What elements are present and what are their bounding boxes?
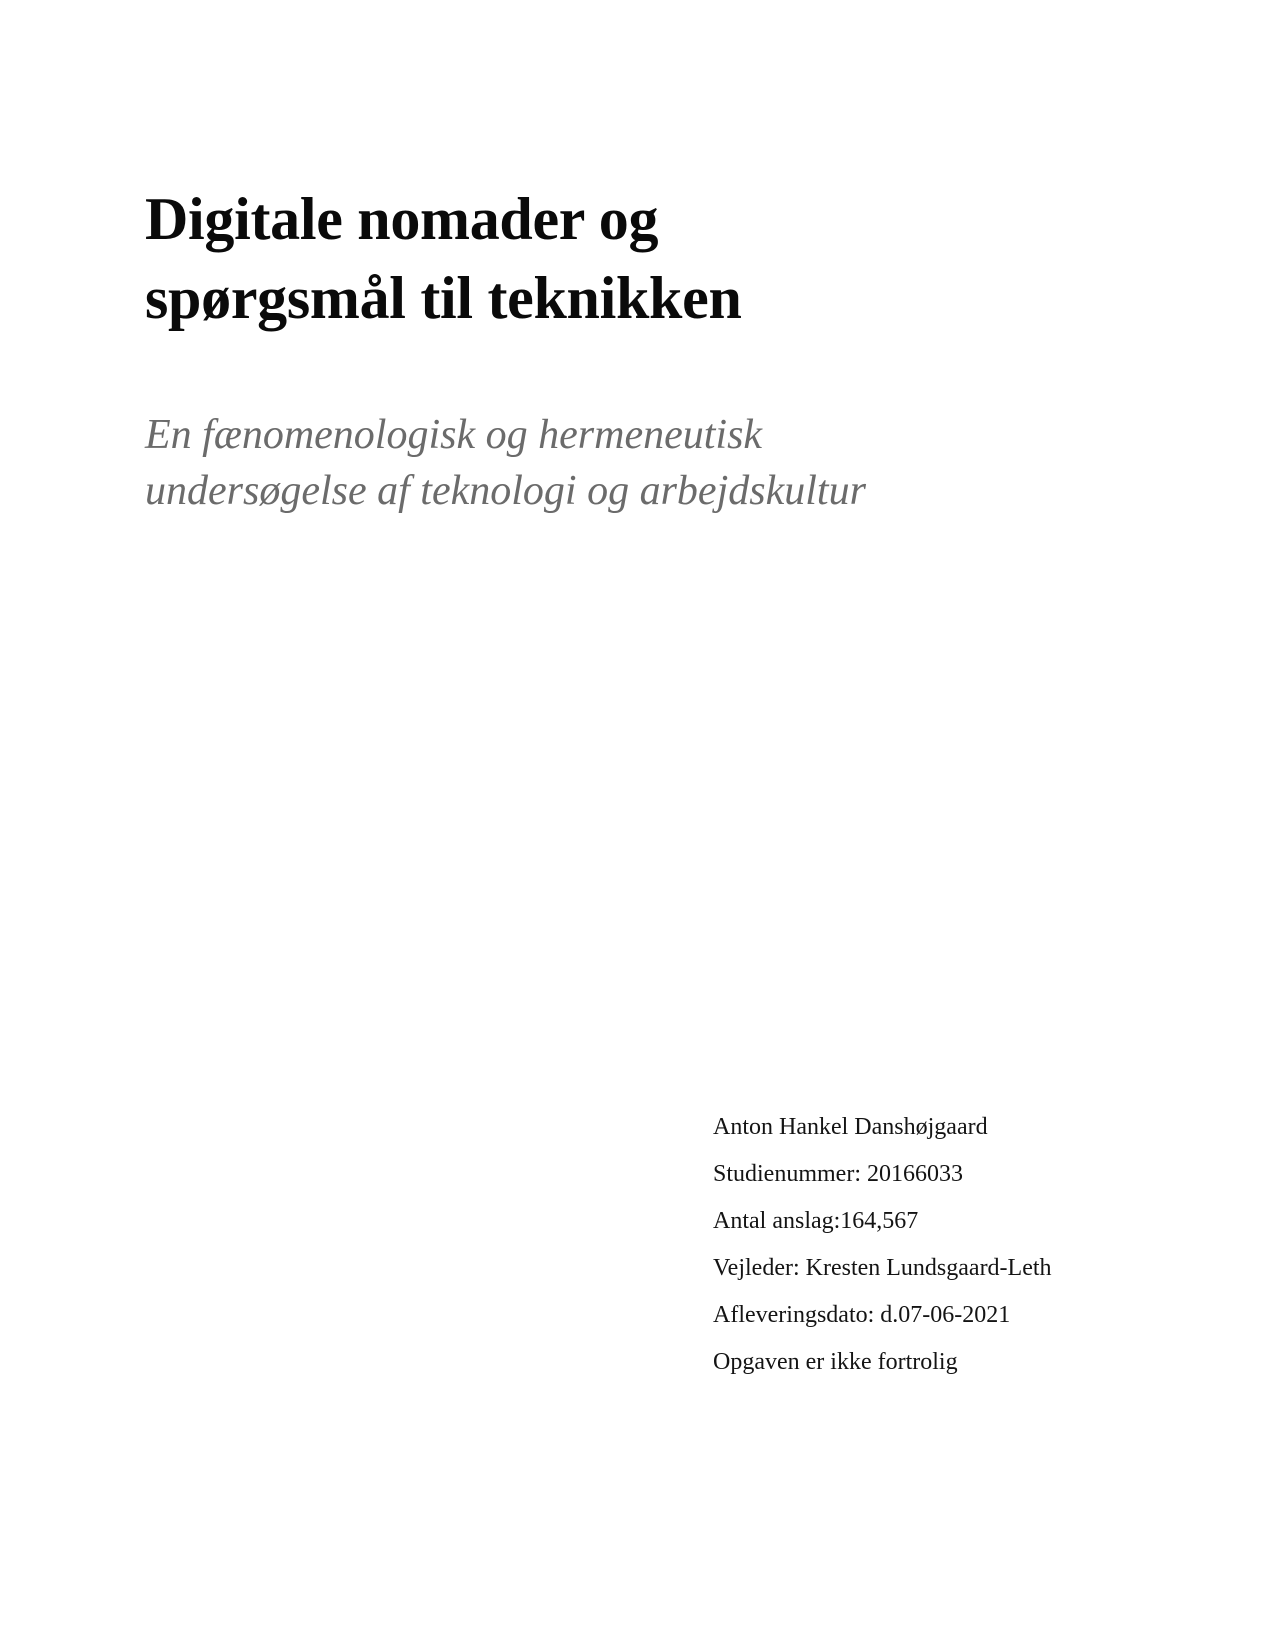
author-name: Anton Hankel Danshøjgaard — [713, 1114, 988, 1140]
student-number: Studienummer: 20166033 — [713, 1161, 963, 1187]
confidentiality-note: Opgaven er ikke fortrolig — [713, 1349, 958, 1375]
author-metadata-block — [713, 1115, 1193, 1374]
page-subtitle-line-1: En fænomenologisk og hermeneutisk — [145, 412, 763, 459]
page-subtitle-line-2: undersøgelse af teknologi og arbejdskultur — [145, 467, 866, 514]
supervisor: Vejleder: Kresten Lundsgaard-Leth — [713, 1255, 1052, 1281]
page-title — [145, 180, 1145, 338]
submission-date: Afleveringsdato: d.07-06-2021 — [713, 1302, 1011, 1328]
title-block — [145, 180, 1145, 519]
page-subtitle — [145, 338, 1085, 519]
character-count: Antal anslag:164,567 — [713, 1208, 919, 1234]
page-title-line-1: Digitale nomader og — [145, 186, 659, 252]
page-title-line-2: spørgsmål til teknikken — [145, 265, 742, 332]
